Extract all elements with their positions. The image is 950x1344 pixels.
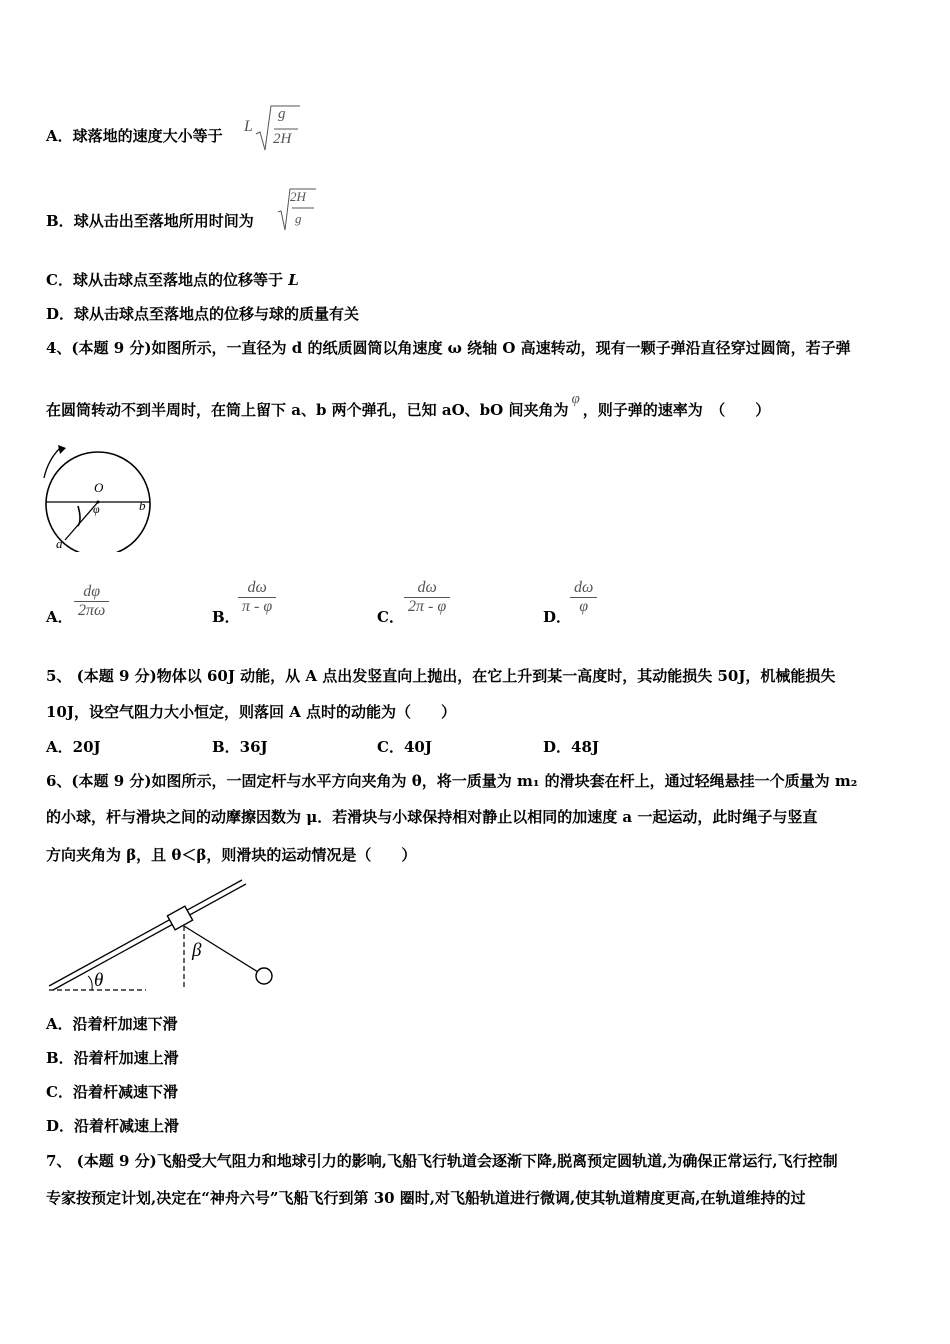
q3-option-d — [46, 304, 359, 324]
q3-a-den: 2H — [273, 131, 292, 147]
q6-fig-beta: β — [192, 940, 202, 961]
q4-option-b-label: B． — [212, 608, 240, 626]
q3-option-b-label: B． — [46, 212, 74, 230]
q6-option-d: D．沿着杆减速上滑 — [46, 1117, 180, 1135]
q3-a-L: L — [244, 118, 253, 135]
q6-option-a: A．沿着杆加速下滑 — [46, 1015, 178, 1033]
q4-option-c-frac — [404, 579, 450, 616]
q3-option-a-label: A． — [46, 127, 73, 145]
q4-option-b-frac — [238, 579, 276, 616]
q7-stem-line2: 专家按预定计划,决定在“神舟六号”飞船飞行到第 30 圈时,对飞船轨道进行微调,使其轨道精度更高,在轨道维持的过 — [46, 1189, 806, 1207]
q4-stem-line2b: ，则子弹的速率为 （ ） — [582, 401, 771, 419]
q3-option-b — [46, 211, 254, 231]
q6-option-c: C．沿着杆减速下滑 — [46, 1083, 178, 1101]
q4-cylinder-figure — [38, 440, 158, 552]
q6-stem-line2: 的小球，杆与滑块之间的动摩擦因数为 μ．若滑块与小球保持相对静止以相同的加速度 a 一起运动，此时绳子与竖直 — [46, 808, 818, 826]
q4-option-d-num: dω — [574, 579, 594, 596]
q4-option-c-num: dω — [417, 579, 437, 596]
q3-b-num: 2H — [290, 189, 306, 204]
q4-stem-line2 — [46, 391, 771, 421]
q4-option-b-num: dω — [247, 579, 267, 596]
q4-option-d-frac — [570, 579, 597, 616]
q4-option-d-den: φ — [570, 597, 597, 616]
q5-stem-line1: 5、 (本题 9 分)物体以 60J 动能，从 A 点出发竖直向上抛出，在它上升到某一高度时，其动能损失 50J，机械能损失 — [46, 667, 836, 685]
q3-option-a-text: 球落地的速度大小等于 — [72, 127, 223, 145]
q4-fig-point-b: b — [139, 498, 146, 513]
q6-option-b: B．沿着杆加速上滑 — [46, 1049, 179, 1067]
q6-fig-theta: θ — [94, 970, 104, 991]
q3-option-d-label: D． — [46, 305, 75, 323]
q4-option-a-frac — [74, 583, 109, 620]
q4-option-b-den: π - φ — [238, 597, 276, 616]
q6-rod-figure — [46, 876, 286, 998]
q4-option-c-den: 2π - φ — [404, 597, 450, 616]
q4-stem-line1: 4、(本题 9 分)如图所示，一直径为 d 的纸质圆筒以角速度 ω 绕轴 O 高速转动，现有一颗子弹沿直径穿过圆筒，若子弹 — [46, 339, 851, 357]
q4-fig-point-a: a — [56, 536, 63, 551]
q4-option-c-label: C． — [377, 608, 404, 626]
q5-option-d: D．48J — [543, 738, 599, 756]
q3-b-den: g — [295, 211, 302, 226]
q4-stem-line2a: 在圆筒转动不到半周时，在筒上留下 a、b 两个弹孔，已知 aO、bO 间夹角为 — [46, 401, 569, 419]
q5-option-a: A．20J — [46, 738, 101, 756]
q3-option-d-text: 球从击球点至落地点的位移与球的质量有关 — [74, 305, 360, 323]
q3-option-c — [46, 270, 299, 290]
q4-option-a-label: A． — [46, 608, 73, 626]
q3-option-c-label: C． — [46, 271, 73, 289]
q5-option-c: C．40J — [377, 738, 432, 756]
q3-option-c-text: 球从击球点至落地点的位移等于 — [72, 271, 289, 289]
q5-stem-line2: 10J，设空气阻力大小恒定，则落回 A 点时的动能为（ ） — [46, 703, 457, 721]
q5-option-b: B．36J — [212, 738, 268, 756]
q6-stem-line1: 6、(本题 9 分)如图所示，一固定杆与水平方向夹角为 θ，将一质量为 m₁ 的滑块套在杆上，通过轻绳悬挂一个质量为 m₂ — [46, 772, 858, 790]
q4-option-a-num: dφ — [83, 583, 101, 600]
q3-option-b-text: 球从击出至落地所用时间为 — [73, 212, 254, 230]
q4-fig-angle-label: φ — [93, 502, 100, 516]
q7-stem-line1: 7、 (本题 9 分)飞船受大气阻力和地球引力的影响,飞船飞行轨道会逐渐下降,脱离预定圆轨道,为确保正常运行,飞行控制 — [46, 1152, 838, 1170]
q6-stem-line3: 方向夹角为 β，且 θ＜β，则滑块的运动情况是（ ） — [46, 846, 417, 864]
q4-phi: φ — [571, 391, 580, 407]
q4-option-d-label: D． — [543, 608, 572, 626]
q3-option-a — [46, 126, 223, 146]
q3-option-c-var: L — [288, 271, 299, 289]
q3-a-num: g — [278, 106, 286, 122]
q4-option-a-den: 2πω — [74, 601, 109, 620]
q4-fig-center-label: O — [94, 480, 104, 495]
